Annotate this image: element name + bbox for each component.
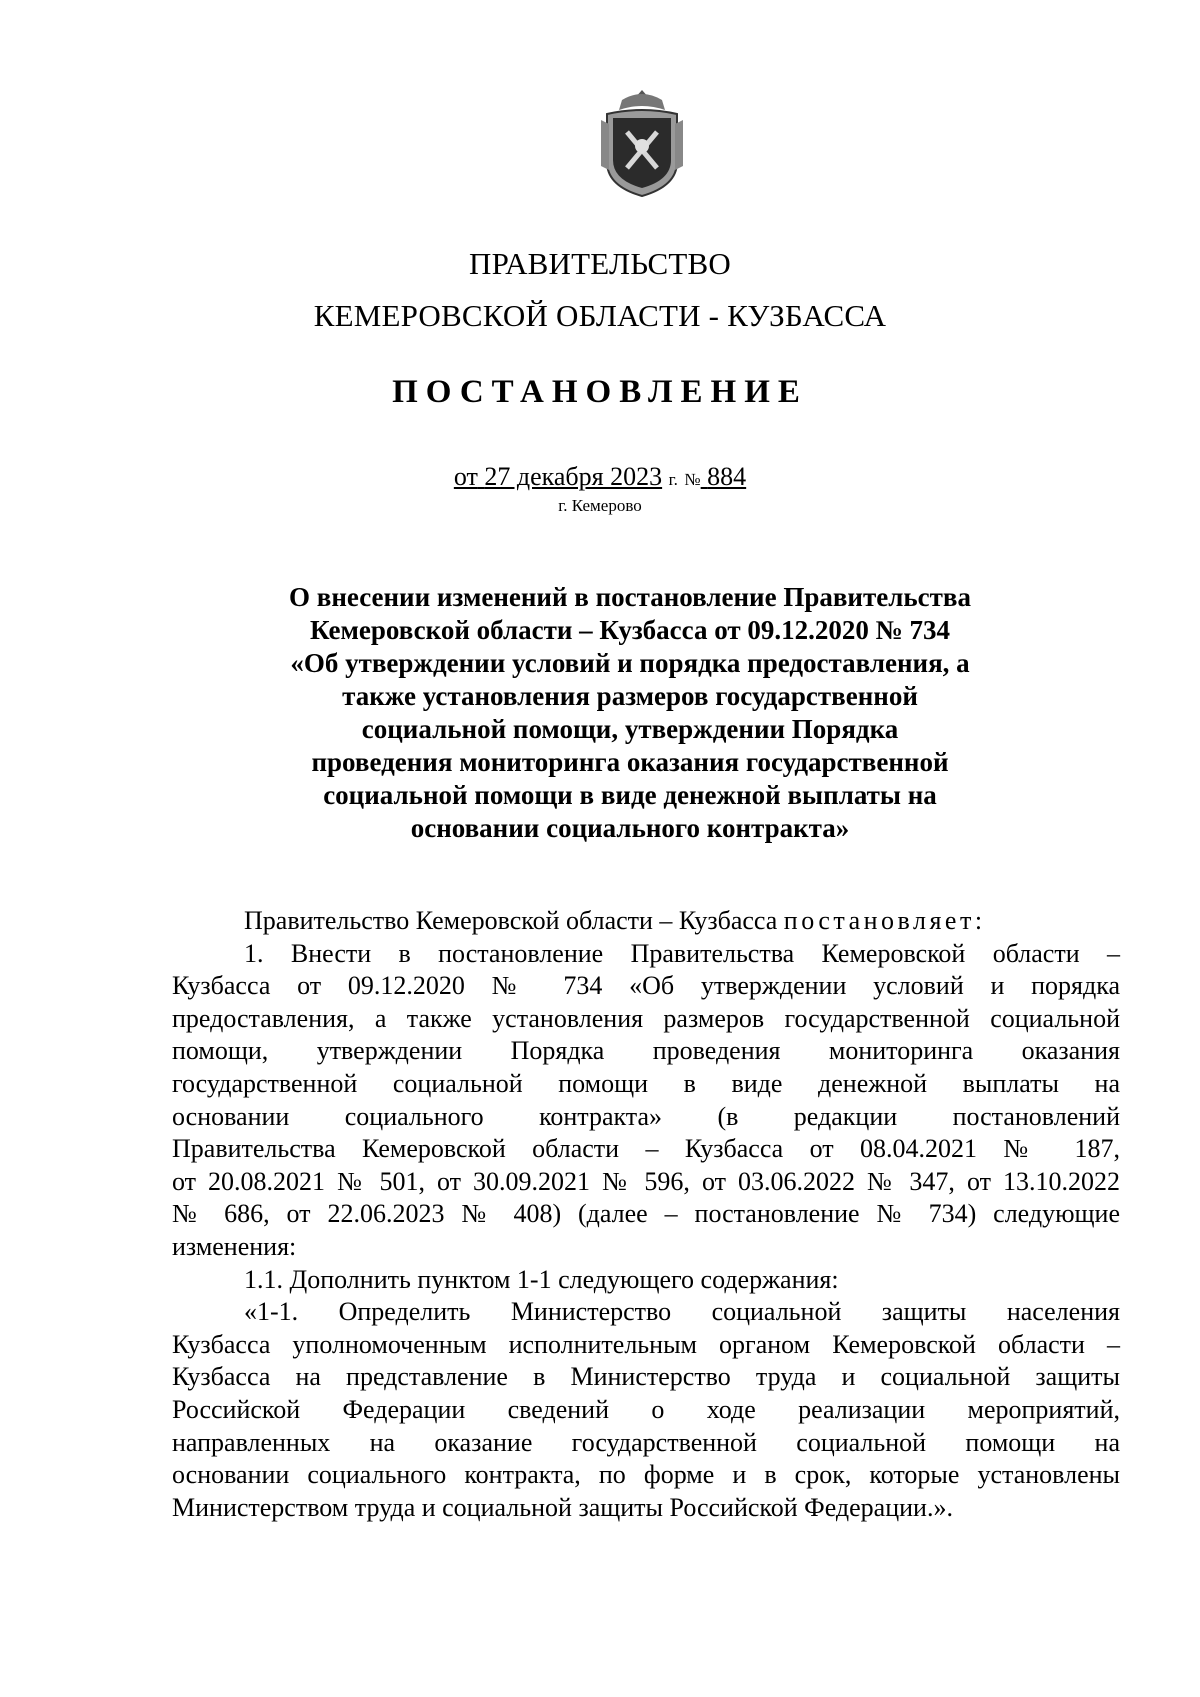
paragraph-1-1-text-line: Кузбасса на представление в Министерство труда и социальной защиты xyxy=(172,1362,1120,1392)
title-line: также установления размеров государственной xyxy=(342,681,918,711)
paragraph-1-1-text-line: Российской Федерации сведений о ходе реализации мероприятий, xyxy=(172,1394,1120,1424)
org-name-line1: ПРАВИТЕЛЬСТВО xyxy=(469,246,731,281)
title-line: социальной помощи, утверждении Порядка xyxy=(361,714,899,744)
document-date: 27 декабря 2023 xyxy=(484,462,663,491)
paragraph-1-1-text-line: «1-1. Определить Министерство социальной защиты населения xyxy=(244,1297,1120,1327)
paragraph-1-line: Правительства Кемеровской области – Кузбасса от 08.04.2021 № 187, xyxy=(172,1134,1120,1164)
city: г. Кемерово xyxy=(558,496,642,515)
preamble: Правительство Кемеровской области – Кузбасса постановляет: xyxy=(244,906,983,935)
title-line: Кемеровской области – Кузбасса от 09.12.2020 № 734 xyxy=(309,615,951,645)
document-body xyxy=(172,905,1120,1524)
kemerovo-coat-of-arms-icon xyxy=(597,88,687,198)
title-line: О внесении изменений в постановление Правительства xyxy=(289,582,971,612)
document-type: ПОСТАНОВЛЕНИЕ xyxy=(392,374,808,410)
paragraph-1-line: основании социального контракта» (в редакции постановлений xyxy=(172,1101,1120,1131)
paragraph-1-1-text-line: направленных на оказание государственной социальной помощи на xyxy=(172,1427,1120,1457)
title-line: «Об утверждении условий и порядка предоставления, а xyxy=(290,648,970,678)
number-sign: № xyxy=(684,470,701,489)
year-suffix: г. xyxy=(668,470,678,489)
document-title xyxy=(260,581,1000,845)
paragraph-1-line: предоставления, а также установления размеров государственной социальной xyxy=(172,1003,1120,1033)
paragraph-1-line: 1. Внести в постановление Правительства Кемеровской области – xyxy=(244,938,1120,968)
paragraph-1-1-text-line: Министерством труда и социальной защиты Российской Федерации.». xyxy=(172,1492,953,1522)
paragraph-1-line: изменения: xyxy=(172,1231,297,1261)
date-prefix: от xyxy=(453,462,478,491)
paragraph-1-1-text-line: основании социального контракта, по форме и в срок, которые установлены xyxy=(172,1460,1120,1490)
paragraph-1-line: № 686, от 22.06.2023 № 408) (далее – постановление № 734) следующие xyxy=(172,1199,1120,1229)
preamble-verb: постановляет xyxy=(783,906,975,935)
title-line: проведения мониторинга оказания государственной xyxy=(311,747,949,777)
title-line: социальной помощи в виде денежной выплаты на xyxy=(323,780,937,810)
date-number-line xyxy=(0,462,1200,492)
org-name-line2: КЕМЕРОВСКОЙ ОБЛАСТИ - КУЗБАССА xyxy=(313,298,887,333)
paragraph-1-1-text-line: Кузбасса уполномоченным исполнительным органом Кемеровской области – xyxy=(172,1329,1120,1359)
document-number: 884 xyxy=(707,462,747,491)
title-line: основании социального контракта» xyxy=(410,813,850,843)
paragraph-1-line: от 20.08.2021 № 501, от 30.09.2021 № 596, от 03.06.2022 № 347, от 13.10.2022 xyxy=(172,1166,1120,1196)
paragraph-1-line: Кузбасса от 09.12.2020 № 734 «Об утверждении условий и порядка xyxy=(172,971,1120,1001)
paragraph-1-1: 1.1. Дополнить пунктом 1-1 следующего содержания: xyxy=(244,1264,839,1294)
paragraph-1-line: помощи, утверждении Порядка проведения мониторинга оказания xyxy=(172,1036,1120,1066)
paragraph-1-line: государственной социальной помощи в виде денежной выплаты на xyxy=(172,1068,1120,1098)
